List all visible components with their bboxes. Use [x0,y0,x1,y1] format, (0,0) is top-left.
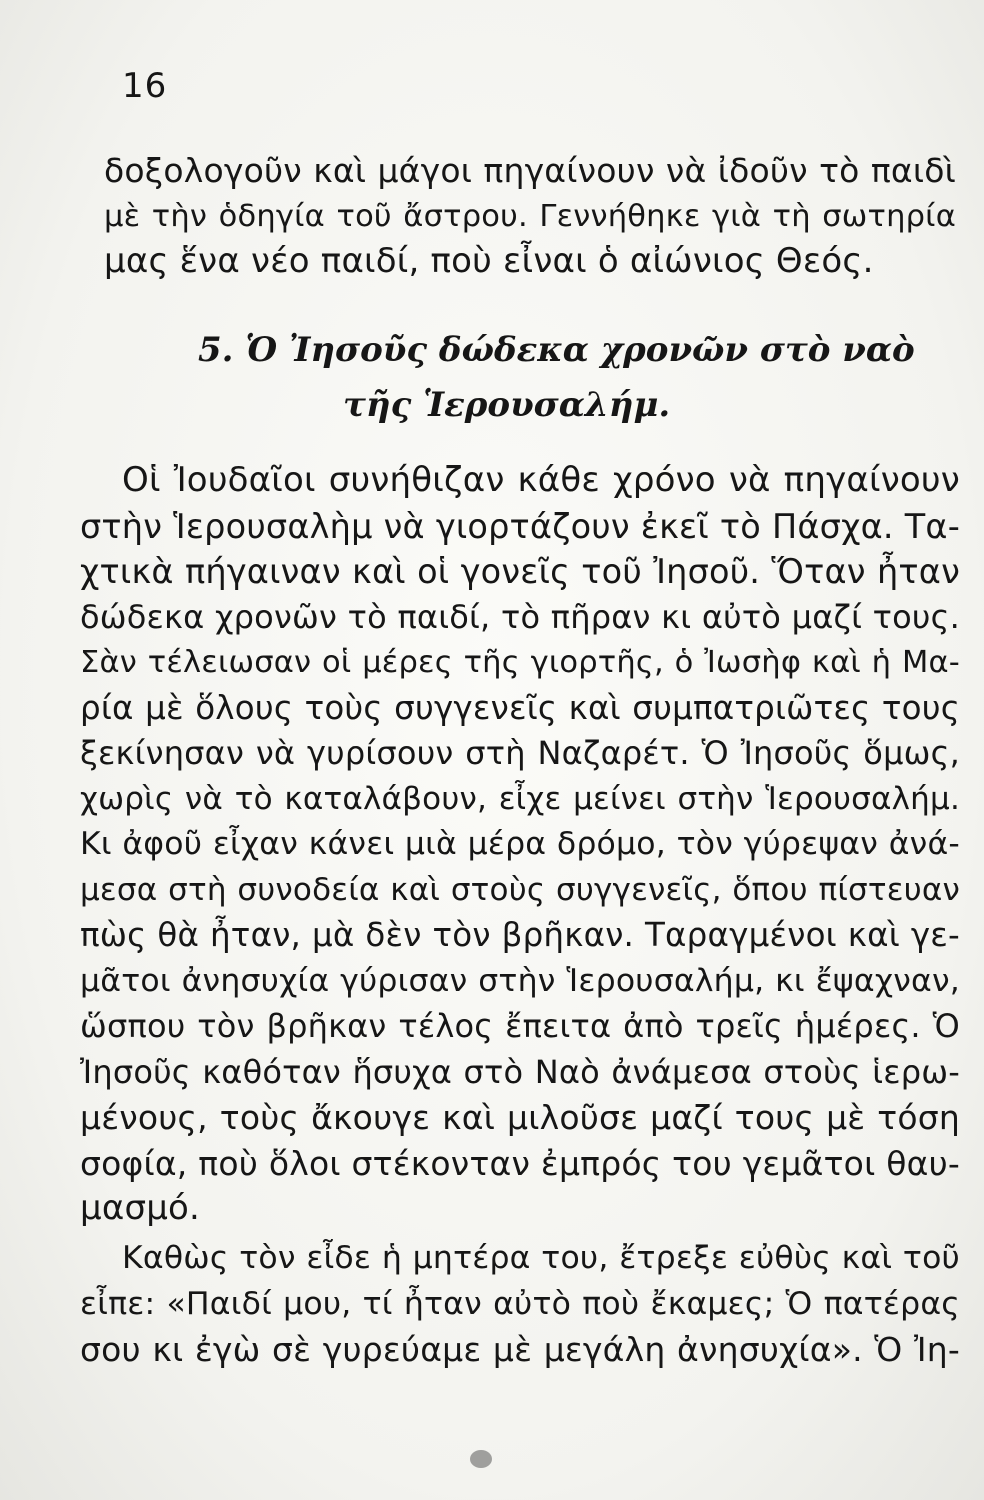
text-line: Οἱ Ἰουδαῖοι συνήθιζαν κάθε χρόνο νὰ πηγαίνουν [122,460,960,500]
section-heading-line-1: 5. Ὁ Ἰησοῦς δώδεκα χρονῶν στὸ ναὸ [198,330,915,370]
intro-paragraph [104,148,956,285]
text-line: δοξολογοῦν καὶ μάγοι πηγαίνουν νὰ ἰδοῦν τὸ παιδὶ [104,151,956,190]
text-line: μασμό. [80,1188,201,1228]
text-line: δώδεκα χρονῶν τὸ παιδί, τὸ πῆραν κι αὐτὸ μαζί τους. [80,597,960,636]
closing-paragraph [80,1236,960,1373]
main-paragraph [80,458,960,1232]
text-line: μὲ τὴν ὁδηγία τοῦ ἄστρου. Γεννήθηκε γιὰ τὴ σωτηρία [104,198,956,234]
text-line: μας ἕνα νέο παιδί, ποὺ εἶναι ὁ αἰώνιος Θεός. [104,241,874,281]
ink-blot [470,1450,492,1468]
text-line: χωρὶς νὰ τὸ καταλάβουν, εἶχε μείνει στὴν Ἱερουσαλήμ. [80,780,960,817]
text-line: μᾶτοι ἀνησυχία γύρισαν στὴν Ἱερουσαλήμ, κι ἔψαχναν, [80,962,960,999]
page-number: 16 [122,66,168,106]
text-line: χτικὰ πήγαιναν καὶ οἱ γονεῖς τοῦ Ἰησοῦ. Ὅταν ἦταν [80,552,960,591]
text-line: Σὰν τέλειωσαν οἱ μέρες τῆς γιορτῆς, ὁ Ἰωσὴφ καὶ ἡ Μα- [80,645,960,680]
text-line: Καθὼς τὸν εἶδε ἡ μητέρα του, ἔτρεξε εὐθὺς καὶ τοῦ [122,1240,960,1276]
text-line: ρία μὲ ὅλους τοὺς συγγενεῖς καὶ συμπατριῶτες τους [80,688,960,727]
text-line: μένους, τοὺς ἄκουγε καὶ μιλοῦσε μαζί τους μὲ τόση [80,1098,960,1137]
text-line: ὥσπου τὸν βρῆκαν τέλος ἔπειτα ἀπὸ τρεῖς ἡμέρες. Ὁ [80,1007,960,1045]
text-line: πὼς θὰ ἦταν, μὰ δὲν τὸν βρῆκαν. Ταραγμένοι καὶ γε- [80,916,960,954]
text-line: σου κι ἐγὼ σὲ γυρεύαμε μὲ μεγάλη ἀνησυχία». Ὁ Ἰη- [80,1330,960,1369]
section-heading-line-2: τῆς Ἱερουσαλήμ. [343,385,671,425]
text-line: Κι ἀφοῦ εἶχαν κάνει μιὰ μέρα δρόμο, τὸν γύρεψαν ἀνά- [80,826,960,862]
text-line: σοφία, ποὺ ὅλοι στέκονταν ἐμπρός του γεμᾶτοι θαυ- [80,1143,960,1183]
text-line: εἶπε: «Παιδί μου, τί ἦταν αὐτὸ ποὺ ἔκαμες; Ὁ πατέρας [80,1285,960,1322]
text-line: μεσα στὴ συνοδεία καὶ στοὺς συγγενεῖς, ὅπου πίστευαν [80,871,960,908]
text-line: ξεκίνησαν νὰ γυρίσουν στὴ Ναζαρέτ. Ὁ Ἰησοῦς ὅμως, [80,734,960,772]
text-line: Ἰησοῦς καθόταν ἥσυχα στὸ Ναὸ ἀνάμεσα στοὺς ἱερω- [80,1052,960,1091]
text-line: στὴν Ἱερουσαλὴμ νὰ γιορτάζουν ἐκεῖ τὸ Πάσχα. Τα- [80,506,960,546]
